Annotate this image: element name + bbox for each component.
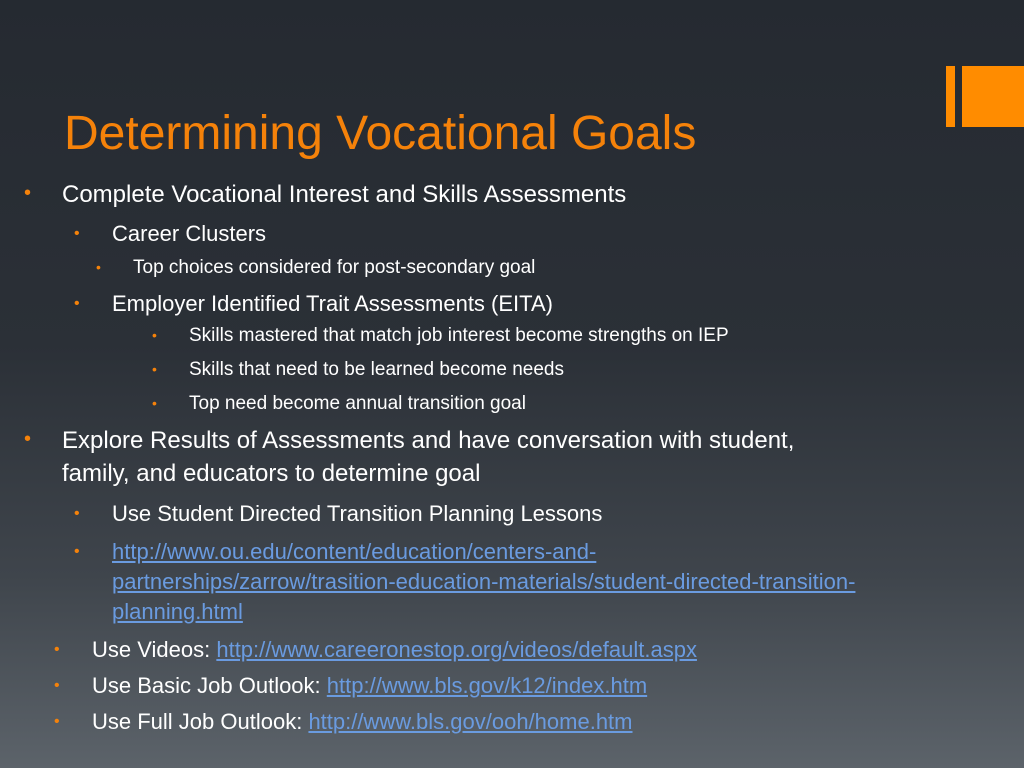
bullet-line (92, 708, 633, 736)
bullet-marker: • (74, 543, 80, 560)
bullet-text: Use Full Job Outlook: (92, 709, 309, 734)
videos-link[interactable]: http://www.careeronestop.org/videos/default.aspx (216, 637, 697, 662)
bullet-text: Use Videos: (92, 637, 217, 662)
bullet-marker: • (54, 677, 60, 694)
basic-job-outlook-link[interactable]: http://www.bls.gov/k12/index.htm (326, 673, 648, 698)
zarrow-link-line1[interactable]: http://www.ou.edu/content/education/centers-and- (112, 539, 597, 564)
bullet-text: Use Student Directed Transition Planning Lessons (112, 501, 603, 526)
bullet-line (92, 636, 697, 664)
bullet-text: Skills that need to be learned become needs (189, 359, 564, 380)
bullet-marker: • (24, 182, 32, 204)
bullet-text-line2: family, and educators to determine goal (62, 460, 481, 487)
bullet-marker: • (152, 395, 157, 411)
bullet-marker: • (54, 713, 60, 730)
bullet-text-line1: Explore Results of Assessments and have conversation with student, (62, 427, 795, 454)
bullet-marker: • (152, 361, 157, 377)
bullet-marker: • (96, 259, 101, 275)
bullet-text: Employer Identified Trait Assessments (EITA) (112, 291, 553, 316)
bullet-text: Skills mastered that match job interest become strengths on IEP (189, 325, 729, 346)
bullet-text: Career Clusters (112, 221, 267, 246)
bullet-text: Top need become annual transition goal (189, 393, 526, 414)
bullet-marker: • (54, 641, 60, 658)
full-job-outlook-link[interactable]: http://www.bls.gov/ooh/home.htm (308, 709, 633, 734)
zarrow-link-line2[interactable]: partnerships/zarrow/trasition-education-materials/student-directed-transition- (112, 569, 856, 594)
bullet-marker: • (74, 225, 80, 242)
bullet-text: Use Basic Job Outlook: (92, 673, 327, 698)
bullet-line (92, 672, 647, 700)
bullet-marker: • (152, 327, 157, 343)
bullet-marker: • (74, 505, 80, 522)
bullet-text: Complete Vocational Interest and Skills Assessments (62, 181, 627, 208)
zarrow-link-line3[interactable]: planning.html (112, 599, 243, 624)
bullet-marker: • (74, 295, 80, 312)
slide-title: Determining Vocational Goals (64, 107, 697, 160)
bullet-marker: • (24, 428, 32, 450)
bullet-text: Top choices considered for post-secondary goal (133, 257, 536, 278)
